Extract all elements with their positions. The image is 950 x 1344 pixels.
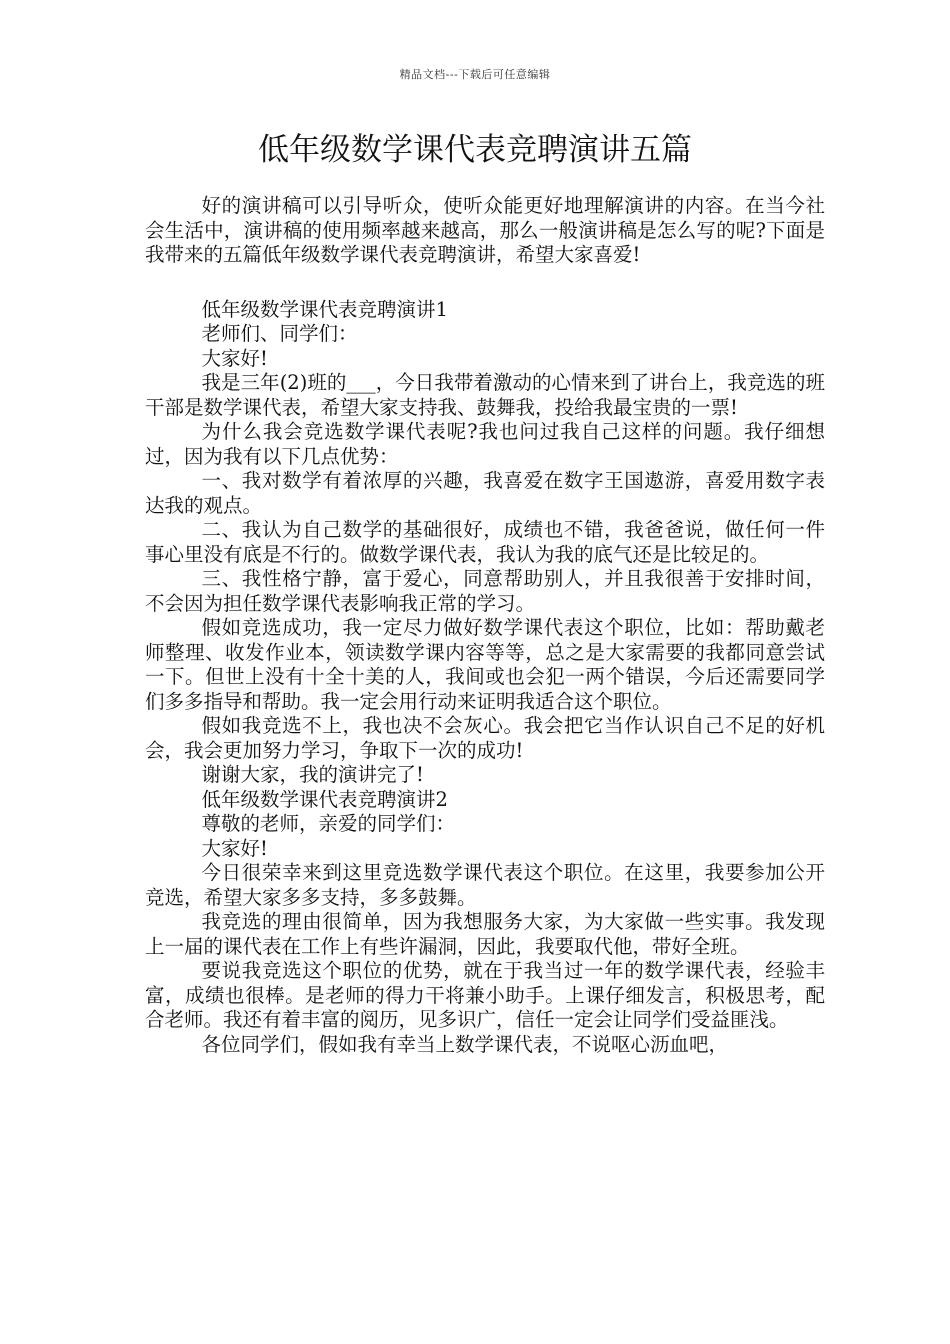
section-heading: 低年级数学课代表竞聘演讲2 (201, 787, 448, 811)
header-note: 精品文档---下载后可任意编辑 (399, 68, 551, 81)
closing-line: 谢谢大家，我的演讲完了! (201, 763, 424, 786)
paragraph: 我竞选的理由很简单，因为我想服务大家，为大家做一些实事。我发现上一届的课代表在工作上有些许漏洞，因此，我要取代他，带好全班。 (145, 910, 825, 958)
paragraph: 各位同学们，假如我有幸当上数学课代表，不说呕心沥血吧， (201, 1032, 729, 1056)
section-heading: 低年级数学课代表竞聘演讲1 (201, 297, 448, 321)
paragraph: 要说我竞选这个职位的优势，就在于我当过一年的数学课代表，经验丰富，成绩也很棒。是老师的得力干将兼小助手。上课仔细发言，积极思考，配合老师。我还有着丰富的阅历，见多识广，信任一定会让同学们受益匪浅。 (145, 959, 825, 1031)
document-body (145, 194, 825, 1057)
document-title: 低年级数学课代表竞聘演讲五篇 (258, 132, 692, 168)
paragraph: 我是三年(2)班的___，今日我带着激动的心情来到了讲台上，我竞选的班干部是数学课代表，希望大家支持我、鼓舞我，投给我最宝贵的一票! (145, 371, 825, 419)
paragraph: 为什么我会竞选数学课代表呢?我也问过我自己这样的问题。我仔细想过，因为我有以下几点优势： (145, 420, 825, 468)
salutation: 尊敬的老师，亲爱的同学们： (201, 812, 456, 835)
greeting: 大家好! (201, 346, 268, 370)
paragraph: 今日很荣幸来到这里竞选数学课代表这个职位。在这里，我要参加公开竞选，希望大家多多支持，多多鼓舞。 (145, 861, 825, 909)
greeting: 大家好! (201, 836, 268, 860)
intro-paragraph: 好的演讲稿可以引导听众，使听众能更好地理解演讲的内容。在当今社会生活中，演讲稿的使用频率越来越高，那么一般演讲稿是怎么写的呢?下面是我带来的五篇低年级数学课代表竞聘演讲，希望大家喜爱! (145, 194, 825, 266)
paragraph: 二、我认为自己数学的基础很好，成绩也不错，我爸爸说，做任何一件事心里没有底是不行的。做数学课代表，我认为我的底气还是比较足的。 (145, 518, 825, 566)
salutation: 老师们、同学们： (201, 322, 358, 345)
paragraph: 一、我对数学有着浓厚的兴趣，我喜爱在数字王国遨游，喜爱用数字表达我的观点。 (145, 469, 825, 517)
paragraph: 假如竞选成功，我一定尽力做好数学课代表这个职位，比如：帮助戴老师整理、收发作业本，领读数学课内容等等，总之是大家需要的我都同意尝试一下。但世上没有十全十美的人，我间或也会犯一两个错误，今后还需要同学们多多指导和帮助。我一定会用行动来证明我适合这个职位。 (145, 616, 825, 713)
paragraph: 假如我竞选不上，我也决不会灰心。我会把它当作认识自己不足的好机会，我会更加努力学习，争取下一次的成功! (145, 714, 825, 762)
paragraph: 三、我性格宁静，富于爱心，同意帮助别人，并且我很善于安排时间，不会因为担任数学课代表影响我正常的学习。 (145, 567, 825, 615)
